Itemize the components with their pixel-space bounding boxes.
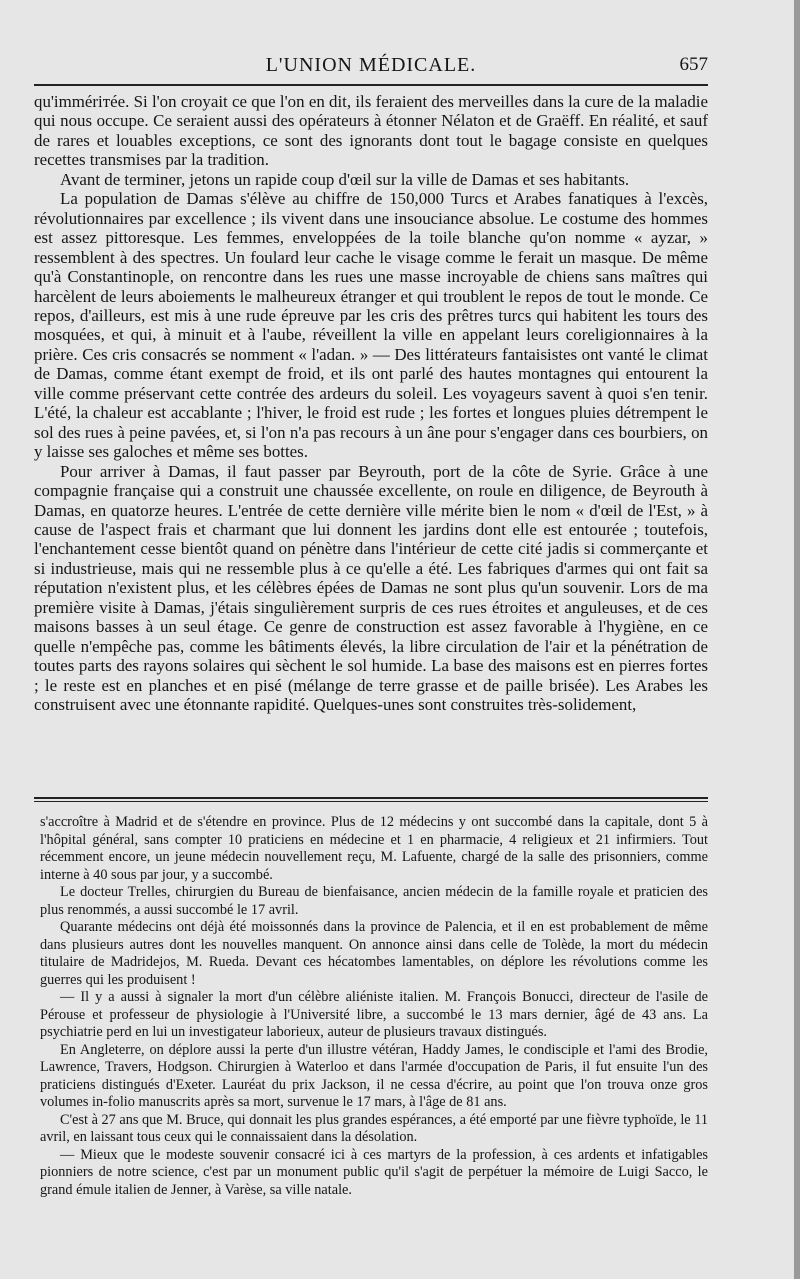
note-paragraph: — Mieux que le modeste souvenir consacré ici à ces martyrs de la profession, à ces ardents et infatigables pionniers de notre science, c'est par un monument public qu'il s'agit de perpétuer la mémoire de Luigi Sacco, le grand émule italien de Jenner, à Varèse, sa ville natale. <box>40 1146 708 1198</box>
note-paragraph: En Angleterre, on déplore aussi la perte d'un illustre vétéran, Haddy James, le condisciple et l'ami des Brodie, Lawrence, Travers, Hodgson. Chirurgien à Waterloo et dans l'armée d'occupation de Paris, il fut ensuite l'un des praticiens distingués d'Exeter. Lauréat du prix Jackson, il ne cessa d'écrire, au point que l'on trouva onze gros volumes in-folio manuscrits après sa mort, survenue le 17 mars, à l'âge de 81 ans. <box>40 1041 708 1110</box>
paragraph-continued: qu'immérітée. Si l'on croyait ce que l'on en dit, ils feraient des merveilles dans la cure de la maladie qui nous occupe. Ce seraient aussi des opérateurs à étonner Nélaton et de Graëff. En réalité, et sauf de rares et louables exceptions, ce sont des ignorants dont tout le bagage consiste en quelques recettes transmises par la tradition. <box>34 92 708 170</box>
running-title: L'UNION MÉDICALE. <box>265 54 477 76</box>
header-rule <box>34 84 708 86</box>
note-paragraph: C'est à 27 ans que M. Bruce, qui donnait les plus grandes espérances, a été emporté par une fièvre typhoïde, le 11 avril, en laissant tous ceux qui le connaissaient dans la désolation. <box>40 1111 708 1145</box>
paragraph: Pour arriver à Damas, il faut passer par Beyrouth, port de la côte de Syrie. Grâce à une compagnie française qui a construit une chaussée excellente, on roule en diligence, de Beyrouth à Damas, en quatorze heures. L'entrée de cette dernière ville mérite bien le nom « d'œil de l'Est, » à cause de l'aspect frais et charmant que lui donnent les jardins dont elle est entourée ; toutefois, l'enchantement cesse bientôt quand on pénètre dans l'intérieur de cette cité jadis si commerçante et si industrieuse, mais qui ne ressemble plus à ce qu'elle a été. Les fabriques d'armes qui ont fait sa réputation n'existent plus, et les célèbres épées de Damas ne sont plus qu'un souvenir. Lors de ma première visite à Damas, j'étais singulièrement surpris de ces rues étroites et anguleuses, et de ces maisons basses à un seul étage. Ce genre de construction est assez favorable à l'hygiène, en ce quelle n'empêche pas, comme les bâtiments élevés, la libre circulation de l'air et la pénétration de toutes parts des rayons solaires qui sèchent le sol humide. La base des maisons est en pierres fortes ; le reste est en planches et en pisé (mélange de terre grasse et de paille brisée). Les Arabes les construisent avec une étonnante rapidité. Quelques-unes sont construites très-solidement, <box>34 461 708 715</box>
note-paragraph: Quarante médecins ont déjà été moissonnés dans la province de Palencia, et il en est probablement de même dans plusieurs autres dont les nouvelles manquent. On annonce ainsi dans celle de Tolède, la mort du médecin titulaire de Madridejos, M. Rueda. Devant ces hécatombes lamentables, on déplore les révolutions comme les guerres qui les produisent ! <box>40 919 708 988</box>
page-number: 657 <box>679 54 708 75</box>
paragraph: Avant de terminer, jetons un rapide coup d'œil sur la ville de Damas et ses habitants. <box>60 169 630 189</box>
page-header <box>34 50 708 80</box>
main-article-text <box>34 92 708 715</box>
page-edge-shadow <box>794 0 800 1279</box>
note-paragraph: Le docteur Trelles, chirurgien du Bureau de bienfaisance, ancien médecin de la famille royale et praticien des plus renommés, a aussi succombé le 17 avril. <box>40 884 708 918</box>
section-separator <box>34 797 708 802</box>
note-paragraph: — Il y a aussi à signaler la mort d'un célèbre aliéniste italien. M. François Bonucci, directeur de l'asile de Pérouse et professeur de physiologie à l'Université libre, a succombé le 13 mars dernier, âgé de 43 ans. La psychiatrie perd en lui un investigateur laborieux, auteur de plusieurs travaux distingués. <box>40 989 708 1040</box>
news-column-text <box>40 814 708 1199</box>
note-paragraph-continued: s'accroître à Madrid et de s'étendre en province. Plus de 12 médecins y ont succombé dans la capitale, dont 5 à l'hôpital général, sans compter 10 praticiens en médecine et 1 en pharmacie, 4 religieux et 21 infirmiers. Tout récemment encore, un jeune médecin nouvellement reçu, M. Lafuente, chargé de la salle des prisonniers, comme interne à 40 sous par jour, y a succombé. <box>40 814 708 883</box>
paragraph: La population de Damas s'élève au chiffre de 150,000 Turcs et Arabes fanatiques à l'excès, révolutionnaires par excellence ; ils vivent dans une insouciance absolue. Le costume des hommes est assez pittoresque. Les femmes, enveloppées de la toile blanche qu'on nomme « ayzar, » ressemblent à des spectres. Un foulard leur cache le visage comme le ferait un masque. De même qu'à Constantinople, on rencontre dans les rues une masse incroyable de chiens sans maîtres qui harcèlent de leurs aboiements le malheureux étranger et qui troublent le repos de tout le monde. Ce repos, d'ailleurs, est mis à une rude épreuve par les cris des prêtres turcs qui habitent les tours des mosquées, et qui, à minuit et à l'aube, réveillent la ville en appelant leurs coreligionnaires à la prière. Ces cris consacrés se nomment « l'adan. » — Des littérateurs fantaisistes ont vanté le climat de Damas, comme étant exempt de froid, et ils ont parlé des hautes montagnes qui entourent la ville comme préservant cette contrée des ardeurs du soleil. Les voyageurs savent à quoi s'en tenir. L'été, la chaleur est accablante ; l'hiver, le froid est rude ; les fortes et longues pluies détrempent le sol des rues à peine pavées, et, si l'on n'a pas recours à un âne pour s'engager dans ces bourbiers, on y laisse ses galoches et même ses bottes. <box>34 189 708 462</box>
